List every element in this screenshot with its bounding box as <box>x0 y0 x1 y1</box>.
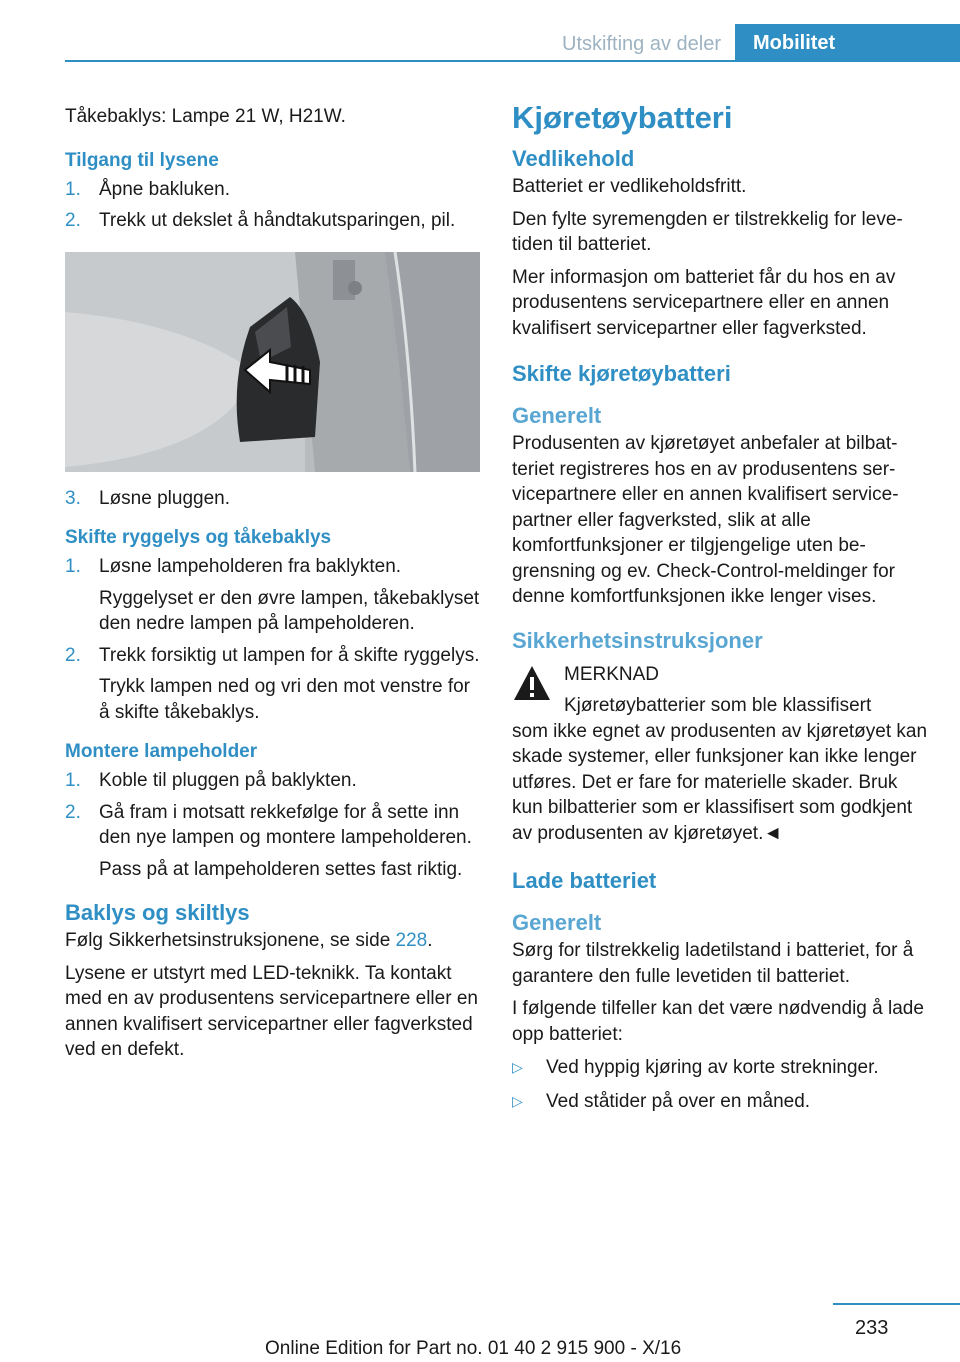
warning-label: MERKNAD <box>564 663 660 685</box>
vedlikehold-p3: Mer informasjon om batteriet får du hos en av produsentens servicepartnere eller en annen kvalifisert servicepartner eller fagverksted. <box>512 266 896 339</box>
generelt-2-p2: I følgende tilfeller kan det være nødvendig å lade opp batteriet: <box>512 998 924 1045</box>
triangle-bullet-icon: ▷ <box>512 1092 523 1109</box>
list-item: 1. Koble til pluggen på baklykten. <box>65 770 357 791</box>
vedlikehold-p2: Den fylte syremengden er tilstrekkelig for levetiden til batteriet. <box>512 208 903 255</box>
list-item: 3. Løsne pluggen. <box>65 487 230 509</box>
heading-skifte-ryggelys: Skifte ryggelys og tåkebaklys <box>65 527 332 548</box>
heading-montere: Montere lampeholder <box>65 741 258 762</box>
list-item: 1. Løsne lampeholderen fra baklykten. Ryggelyset er den øvre lampen, tåkebaklyset den nedre lampen på lampeholderen. <box>65 556 480 634</box>
header-rule <box>65 60 960 62</box>
list-item: 2. Gå fram i motsatt rekkefølge for å sette inn den nye lampen og montere lampeholderen. Pass på at lampeholderen settes fast riktig. <box>65 801 472 880</box>
warning-first-line: Kjøretøybatterier som ble klassifisert <box>564 695 872 716</box>
montere-steps <box>65 768 480 882</box>
baklys-paragraph-1: Følg Sikkerhetsinstruksjonene, se side 228. <box>65 930 433 951</box>
warning-body: som ikke egnet av produsenten av kjøretøyet kan skade systemer, eller funksjoner kan ikke lenger utføres. Det er fare for materielle skader. Bruk kun bilbatterier som er klassifisert som godkjent av produsenten av kjøretøyet.◄ <box>512 720 928 844</box>
tilgang-steps-cont <box>65 486 480 512</box>
page-number: 233 <box>855 1317 889 1339</box>
tail-light-cover-photo <box>65 252 480 472</box>
heading-generelt-1: Generelt <box>512 403 602 428</box>
fog-light-spec: Tåkebaklys: Lampe 21 W, H21W. <box>65 106 346 127</box>
heading-vedlikehold: Vedlikehold <box>512 146 635 171</box>
header-chapter-tab[interactable]: Mobilitet <box>735 24 960 62</box>
heading-tilgang: Tilgang til lysene <box>65 149 219 171</box>
page-228-link[interactable]: 228 <box>395 930 428 951</box>
list-item: ▷ Ved ståtider på over en måned. <box>512 1089 932 1115</box>
baklys-paragraph-2: Lysene er utstyrt med LED-teknikk. Ta kontakt med en av produsentens servicepartnere eller en annen kvalifisert servicepartner eller fagverksted ved en defekt. <box>65 962 478 1060</box>
list-item: 2. Trekk forsiktig ut lampen for å skifte ryggelys. Trykk lampen ned og vri den mot venstre for å skifte tåkebaklys. <box>65 644 480 723</box>
list-item: 1. Åpne bakluken. <box>65 178 230 200</box>
right-column <box>512 96 932 1122</box>
heading-baklys: Baklys og skiltlys <box>65 900 250 925</box>
header-section-title: Utskifting av deler <box>562 33 721 55</box>
footer-rule <box>833 1303 960 1305</box>
heading-generelt-2: Generelt <box>512 910 602 935</box>
heading-lade: Lade batteriet <box>512 868 657 893</box>
triangle-bullet-icon: ▷ <box>512 1059 523 1075</box>
edition-note: Online Edition for Part no. 01 40 2 915 900 - X/16 <box>265 1338 682 1359</box>
charging-cases-list <box>512 1055 932 1114</box>
tilgang-steps <box>65 177 480 234</box>
list-item: ▷ Ved hyppig kjøring av korte strekninger. <box>512 1055 932 1081</box>
generelt-2-p1: Sørg for tilstrekkelig ladetilstand i batteriet, for å garantere den fulle levetiden til batteriet. <box>512 940 914 987</box>
warning-notice <box>512 662 932 719</box>
warning-triangle-icon <box>512 664 552 702</box>
left-column <box>65 96 480 1063</box>
vedlikehold-p1: Batteriet er vedlikeholdsfritt. <box>512 176 747 197</box>
heading-skifte-batteri: Skifte kjøretøybatteri <box>512 361 731 386</box>
skifte-steps <box>65 554 480 725</box>
title-kjoretoybatteri: Kjøretøybatteri <box>512 100 733 135</box>
heading-sikkerhet: Sikkerhetsinstruksjoner <box>512 627 763 653</box>
list-item: 2. Trekk ut dekslet å håndtakutsparingen, pil. <box>65 210 456 231</box>
generelt-1-paragraph: Produsenten av kjøretøyet anbefaler at bilbatteriet registreres hos en av produsentens servicepartnere eller en annen kvalifisert servicepartner eller fagverksted, slik at alle komfortfunksjoner er tilgjengelige uten begrensning og ev. Check-Control-meldinger for denne komfortfunksjonen ikke lenger vises. <box>512 433 899 607</box>
